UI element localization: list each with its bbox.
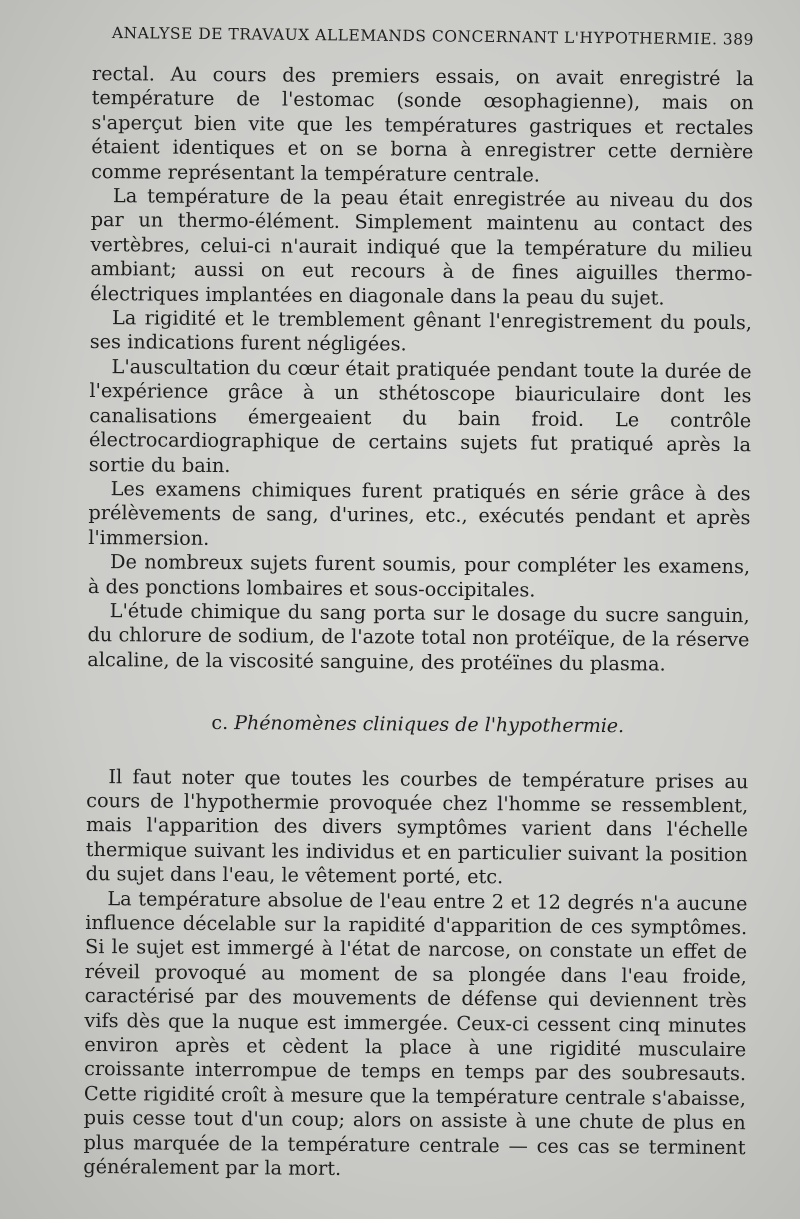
paragraph: La rigidité et le tremblement gênant l'enregistrement du pouls, ses indications furent négligées. [89,306,753,356]
paragraph: Il faut noter que toutes les courbes de température prises au cours de l'hypothermie provoquée chez l'homme se ressemblent, mais l'apparition des divers symptômes varient dans l'échelle thermique suivant les individus et en particulier suivant la position du sujet dans l'eau, le vêtement porté, etc. [85,764,749,889]
section-title-text: Phénomènes cliniques de l'hypothermie. [234,712,625,738]
paragraph: De nombreux sujets furent soumis, pour compléter les examens, à des ponctions lombaires et sous-occipitales. [87,550,751,602]
section-heading [87,710,749,740]
running-title: ANALYSE DE TRAVAUX ALLEMANDS CONCERNANT L'HYPOTHERMIE. [111,24,718,49]
paragraph: L'auscultation du cœur était pratiquée pendant toute la durée de l'expérience grâce à un sthétoscope biauriculaire dont les canalisations émergeaient du bain froid. Le contrôle électrocardiographique de certains sujets fut pratiqué après la sortie du bain. [88,355,752,477]
paragraph: La température absolue de l'eau entre 2 et 12 degrés n'a aucune influence décelable sur la rapidité d'apparition de ces symptômes. Si le sujet est immergé à l'état de narcose, on constate un effet de réveil provoqué au moment de sa plongée dans l'eau froide, caractérisé par des mouvements de défense qui deviennent très vifs dès que la nuque est immergée. Ceux-ci cessent cinq minutes environ après et cèdent la place à une rigidité musculaire croissante interrompue de temps en temps par des soubresauts. Cette rigidité croît à mesure que la température centrale s'abaisse, puis cesse tout d'un coup; alors on assiste à une chute de plus en plus marquée de la température centrale — ces cas se terminent généralement par la mort. [83,886,748,1181]
paragraph: L'étude chimique du sang porta sur le dosage du sucre sanguin, du chlorure de sodium, de l'azote total non protéïque, de la réserve alcaline, de la viscosité sanguine, des protéïnes du plasma. [87,599,750,676]
section-label: c. [211,712,229,735]
paragraph: Les examens chimiques furent pratiqués en série grâce à des prélèvements de sang, d'urines, etc., exécutés pendant et après l'immersion. [88,477,751,550]
running-header [112,24,754,49]
paragraph: rectal. Au cours des premiers essais, on avait enregistré la température de l'estomac (sonde œsophagienne), mais on s'aperçut bien vite que les températures gastriques et rectales étaient identiques et on se borna à enregistrer cette dernière comme représentant la température centrale. [91,62,754,187]
page-number: 389 [722,30,754,49]
paragraph: La température de la peau était enregistrée au niveau du dos par un thermo-élément. Simplement maintenu au contact des vertèbres, celui-ci n'aurait indiqué que la température du milieu ambiant; aussi on eut recours à de fines aiguilles thermo-électriques implantées en diagonale dans la peau du sujet. [90,184,754,310]
page-body [83,62,754,1185]
